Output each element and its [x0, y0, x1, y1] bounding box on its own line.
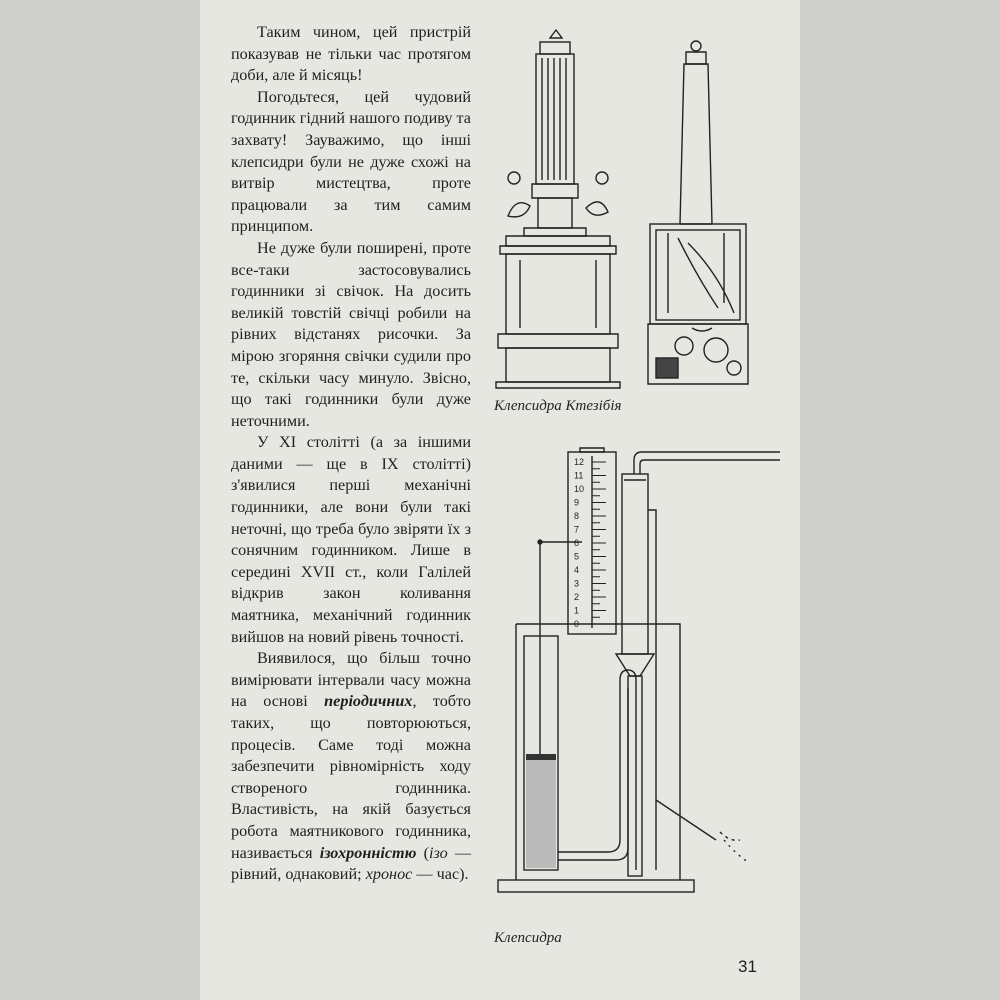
scale-label: 6 — [574, 538, 580, 548]
scale-label: 7 — [574, 524, 580, 535]
figure-2-caption: Клепсидра — [494, 930, 562, 946]
scale-label: 3 — [574, 578, 580, 589]
page-number: 31 — [738, 957, 757, 976]
paragraph-5-text-c: ( — [416, 843, 429, 862]
paragraph-5-text-a: Виявилося, що більш точно вимірювати інтервали часу можна на основі — [231, 649, 471, 711]
scale-label: 2 — [574, 592, 580, 602]
paragraph-5-text-e: — час). — [412, 865, 469, 884]
figure-1-caption: Клепсидра Ктезібія — [494, 398, 622, 414]
paragraph-2-text: Погодьтеся, цей чудовий годинник гідний нашого подиву та захвату! Зауважимо, що інші клепсидри були не дуже схожі на витвір мистецтва, проте працювали за тим самим принципом. — [231, 87, 471, 236]
scale-label: 9 — [574, 497, 580, 508]
paragraph-3-text: Не дуже були поширені, проте все-таки застосовувались годинники зі свічок. На досить великій товстій свічці робили на рівних відстанях рисочки. За мірою згоряння свічки судили про те, скільки часу минуло. Звісно, що такі годинники були дуже неточними. — [231, 238, 471, 430]
paragraph-4 — [231, 432, 471, 648]
paragraph-2 — [231, 87, 471, 238]
clepsydra-illustration — [490, 440, 780, 920]
term-periodic: періодичних — [324, 692, 413, 711]
text-column — [231, 22, 471, 886]
paragraph-5 — [231, 648, 471, 886]
scale-label: 4 — [574, 565, 580, 575]
scale-label: 10 — [574, 484, 585, 494]
scale-label: 0 — [574, 619, 580, 629]
paragraph-5-text-b: , тобто таких, що повторюються, процесів. Саме тоді можна забезпечити рівномірність ходу створеного годинника. Властивість, на якій базується робота маятникового годинника, називається — [231, 692, 471, 862]
ctesibius-clepsydra-illustration — [488, 28, 768, 398]
scale-label: 8 — [574, 511, 580, 521]
scale-label: 5 — [574, 551, 580, 562]
term-khronos: хронос — [365, 865, 413, 884]
paragraph-1-text: Таким чином, цей пристрій показував не тільки час протягом доби, але й місяць! — [231, 23, 471, 85]
term-izo: ізо — [428, 843, 448, 862]
scale-label: 1 — [574, 605, 580, 616]
paragraph-3 — [231, 238, 471, 432]
paragraph-1 — [231, 22, 471, 87]
scale-label: 11 — [574, 470, 584, 481]
paragraph-4-text: У XI столітті (а за іншими даними — ще в IX столітті) з'явилися перші механічні годинники, але вони були такі неточні, що треба було звіряти їх з сонячним годинником. Лише в середині XVII ст., коли Галілей відкрив закон коливання маятника, механічний годинник вийшов на новий рівень точності. — [231, 433, 471, 646]
scale-label: 12 — [574, 457, 585, 467]
paragraph-5-text-d: — рівний, однаковий; — [231, 843, 472, 884]
term-isochronism: ізохронністю — [319, 843, 417, 862]
